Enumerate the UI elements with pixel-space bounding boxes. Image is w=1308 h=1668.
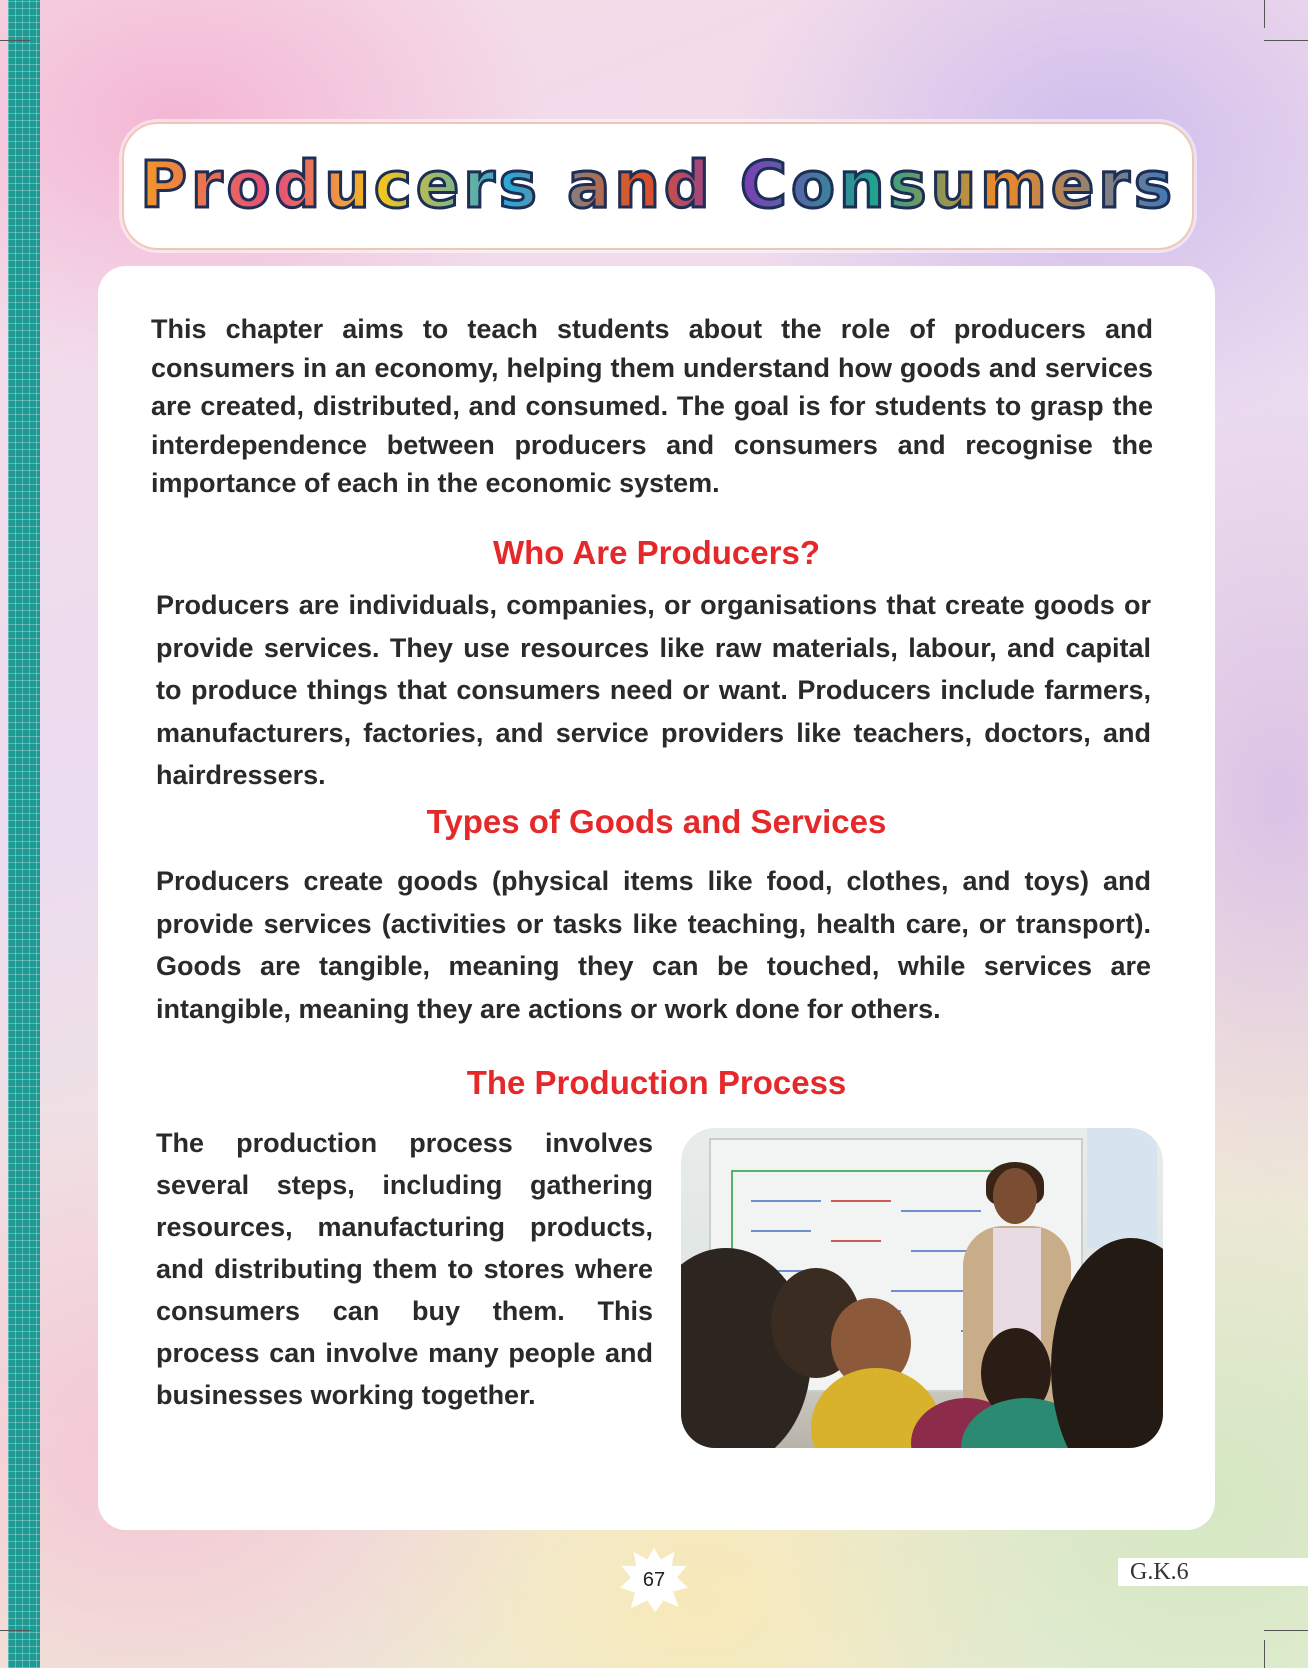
crop-mark <box>1264 1630 1308 1631</box>
crop-mark <box>1264 1640 1265 1668</box>
paragraph-types-of-goods: Producers create goods (physical items like food, clothes, and toys) and provide services (activities or tasks like teaching, health care, or transport). Goods are tangible, meaning they can be touched, while services are intangible, meaning they are actions or work done for others. <box>156 866 1151 1024</box>
crop-mark <box>1264 0 1265 28</box>
page-title: Producers and Consumers <box>124 150 1192 222</box>
heading-who-are-producers: Who Are Producers? <box>493 534 820 571</box>
paragraph-who-are-producers: Producers are individuals, companies, or organisations that create goods or provide services. They use resources like raw materials, labour, and capital to produce things that consumers need or want. Producers include farmers, manufacturers, factories, and service providers like teachers, doctors, and hairdressers. <box>156 590 1151 790</box>
title-banner <box>122 122 1194 250</box>
classroom-photo <box>681 1128 1163 1448</box>
book-label: G.K.6 <box>1130 1559 1189 1585</box>
page-number: 67 <box>642 1569 666 1591</box>
intro-paragraph: This chapter aims to teach students about the role of producers and consumers in an economy, helping them understand how goods and services are created, distributed, and consumed. The goal is for students to grasp the interdependence between producers and consumers and recognise the importance of each in the economic system. <box>151 314 1153 498</box>
crop-mark <box>1264 40 1308 41</box>
content-card <box>98 266 1215 1530</box>
heading-types-of-goods: Types of Goods and Services <box>426 803 887 840</box>
page-binding-strip <box>8 0 40 1668</box>
crop-mark <box>0 1630 30 1631</box>
paragraph-production-process: The production process involves several steps, including gathering resources, manufacturing products, and distributing them to stores where consumers can buy them. This process can involve many people and businesses working together. <box>156 1128 653 1410</box>
heading-production-process: The Production Process <box>466 1064 847 1101</box>
wall-poster <box>1087 1128 1157 1248</box>
crop-mark <box>0 40 30 41</box>
